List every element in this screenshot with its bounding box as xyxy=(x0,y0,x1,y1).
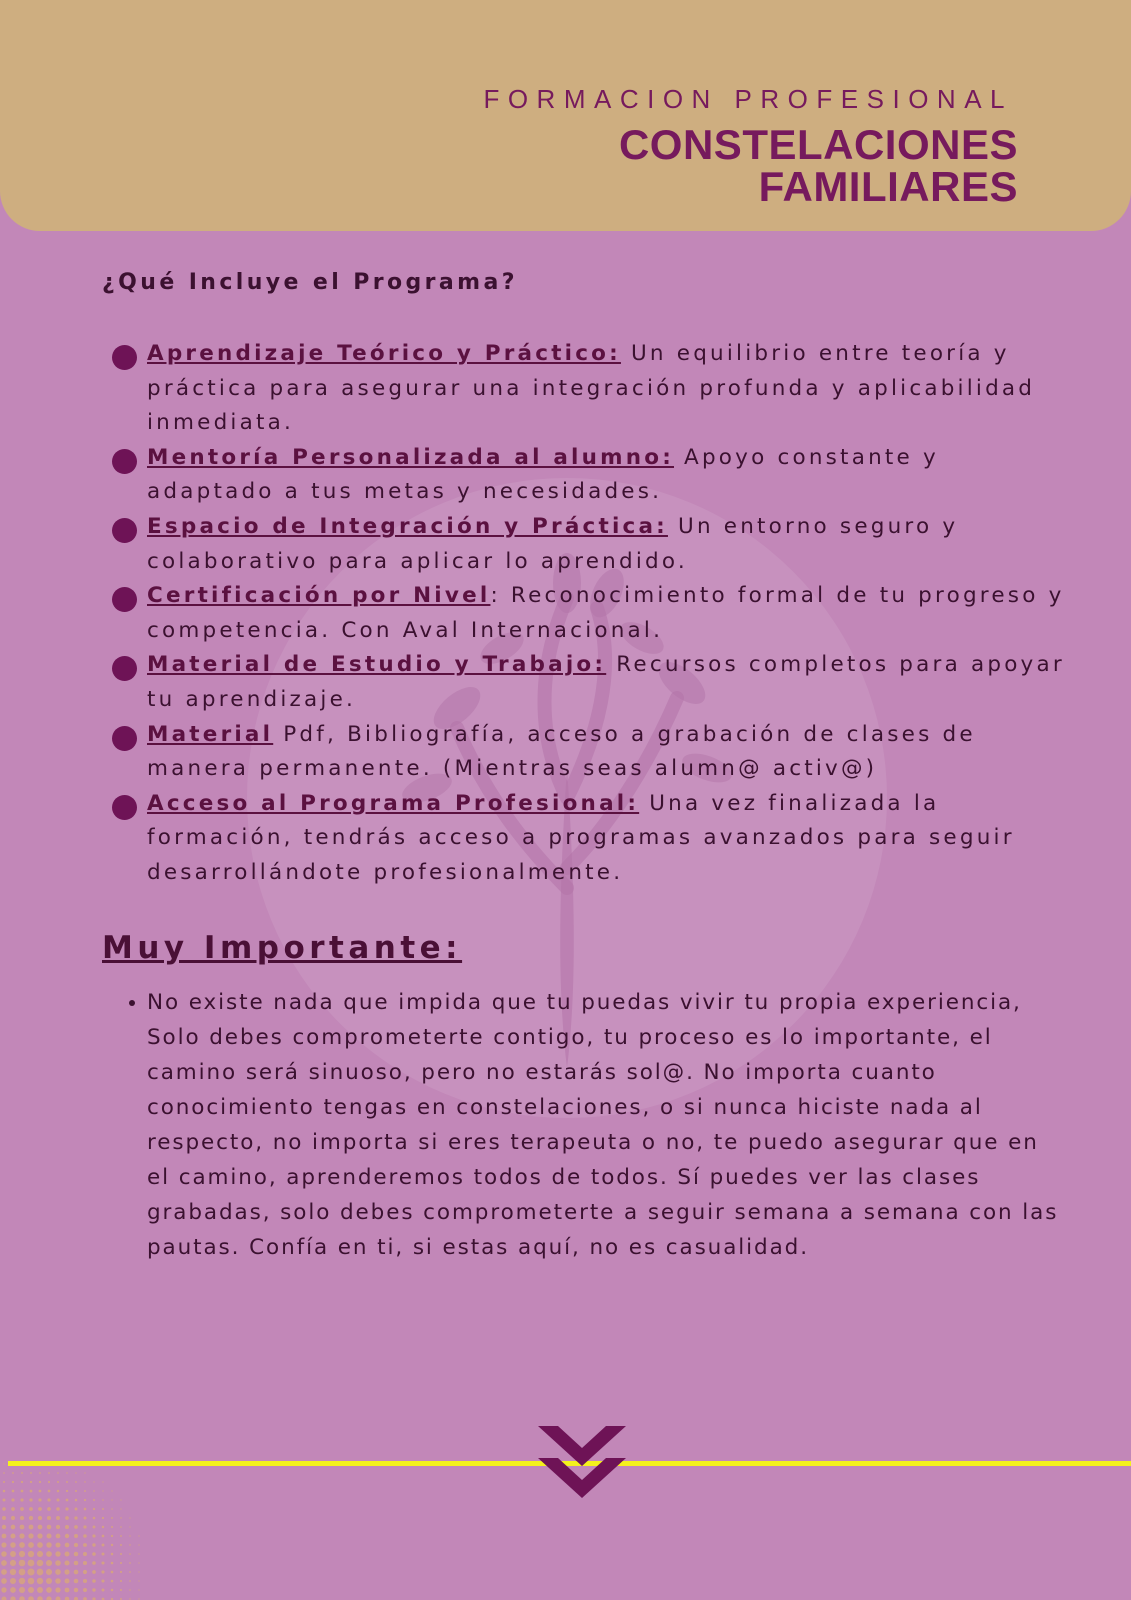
program-item-key: Acceso al Programa Profesional: xyxy=(147,790,640,816)
program-item xyxy=(112,579,1072,648)
bullet-dot-icon xyxy=(129,1000,135,1006)
page-title-line2: FAMILIARES xyxy=(758,163,1018,210)
eyebrow-title: FORMACION PROFESIONAL xyxy=(483,84,1013,114)
page-title xyxy=(618,121,1018,210)
program-item-key: Certificación por Nivel xyxy=(147,583,491,609)
program-item-text: Pdf, Bibliografía, acceso a grabación de clases de manera permanente. (Mientras seas alumn@ activ@) xyxy=(147,721,976,782)
double-chevron-down-icon xyxy=(538,1424,626,1500)
program-item xyxy=(112,718,1072,787)
program-item-key: Aprendizaje Teórico y Práctico: xyxy=(147,341,621,366)
program-item xyxy=(112,787,1072,891)
program-item-key: Espacio de Integración y Práctica: xyxy=(147,513,668,539)
page-title-line1: CONSTELACIONES xyxy=(618,121,1018,168)
program-item xyxy=(112,441,1072,510)
program-list xyxy=(112,337,1072,891)
bullet-dot-icon xyxy=(112,726,137,751)
program-item-text: Un entorno seguro y colaborativo para aplicar lo aprendido. xyxy=(147,513,959,574)
program-item-text: Un equilibrio entre teoría y práctica para asegurar una integración profunda y aplicabilidad inmediata. xyxy=(147,341,1036,436)
program-item xyxy=(112,648,1072,717)
halftone-dots-decoration xyxy=(0,1460,150,1600)
bullet-dot-icon xyxy=(112,449,137,474)
important-text: No existe nada que impida que tu puedas vivir tu propia experiencia, Solo debes comprometerte contigo, tu proceso es lo importante, el camino será sinuoso, pero no estarás sol@. No importa cuanto conocimiento tengas en constelaciones, o si nunca hiciste nada al respecto, no importa si eres terapeuta o no, te puedo asegurar que en el camino, aprenderemos todos de todos. Sí puedes ver las clases grabadas, solo debes comprometerte a seguir semana a semana con las pautas. Confía en ti, si estas aquí, no es casualidad. xyxy=(147,990,1059,1260)
header-band xyxy=(0,0,1131,231)
program-item-text: Una vez finalizada la formación, tendrás acceso a programas avanzados para seguir desarrollándote profesionalmente. xyxy=(147,790,1015,885)
program-item-text: : Reconocimiento formal de tu progreso y competencia. Con Aval Internacional. xyxy=(147,583,1065,643)
important-heading: Muy Importante: xyxy=(102,930,463,966)
bullet-dot-icon xyxy=(112,518,137,543)
program-item-key: Mentoría Personalizada al alumno: xyxy=(147,444,674,470)
bullet-dot-icon xyxy=(112,345,137,370)
program-item-key: Material de Estudio y Trabajo: xyxy=(147,652,607,678)
bullet-dot-icon xyxy=(112,587,137,612)
program-heading: ¿Qué Incluye el Programa? xyxy=(102,270,518,295)
program-item-text: Recursos completos para apoyar tu aprendizaje. xyxy=(147,652,1065,712)
program-item-key: Material xyxy=(147,721,274,747)
bullet-dot-icon xyxy=(112,656,137,681)
program-item xyxy=(112,337,1072,441)
program-item-text: Apoyo constante y adaptado a tus metas y necesidades. xyxy=(147,444,939,505)
program-item xyxy=(112,510,1072,579)
bullet-dot-icon xyxy=(112,795,137,820)
important-paragraph xyxy=(147,985,1062,1265)
